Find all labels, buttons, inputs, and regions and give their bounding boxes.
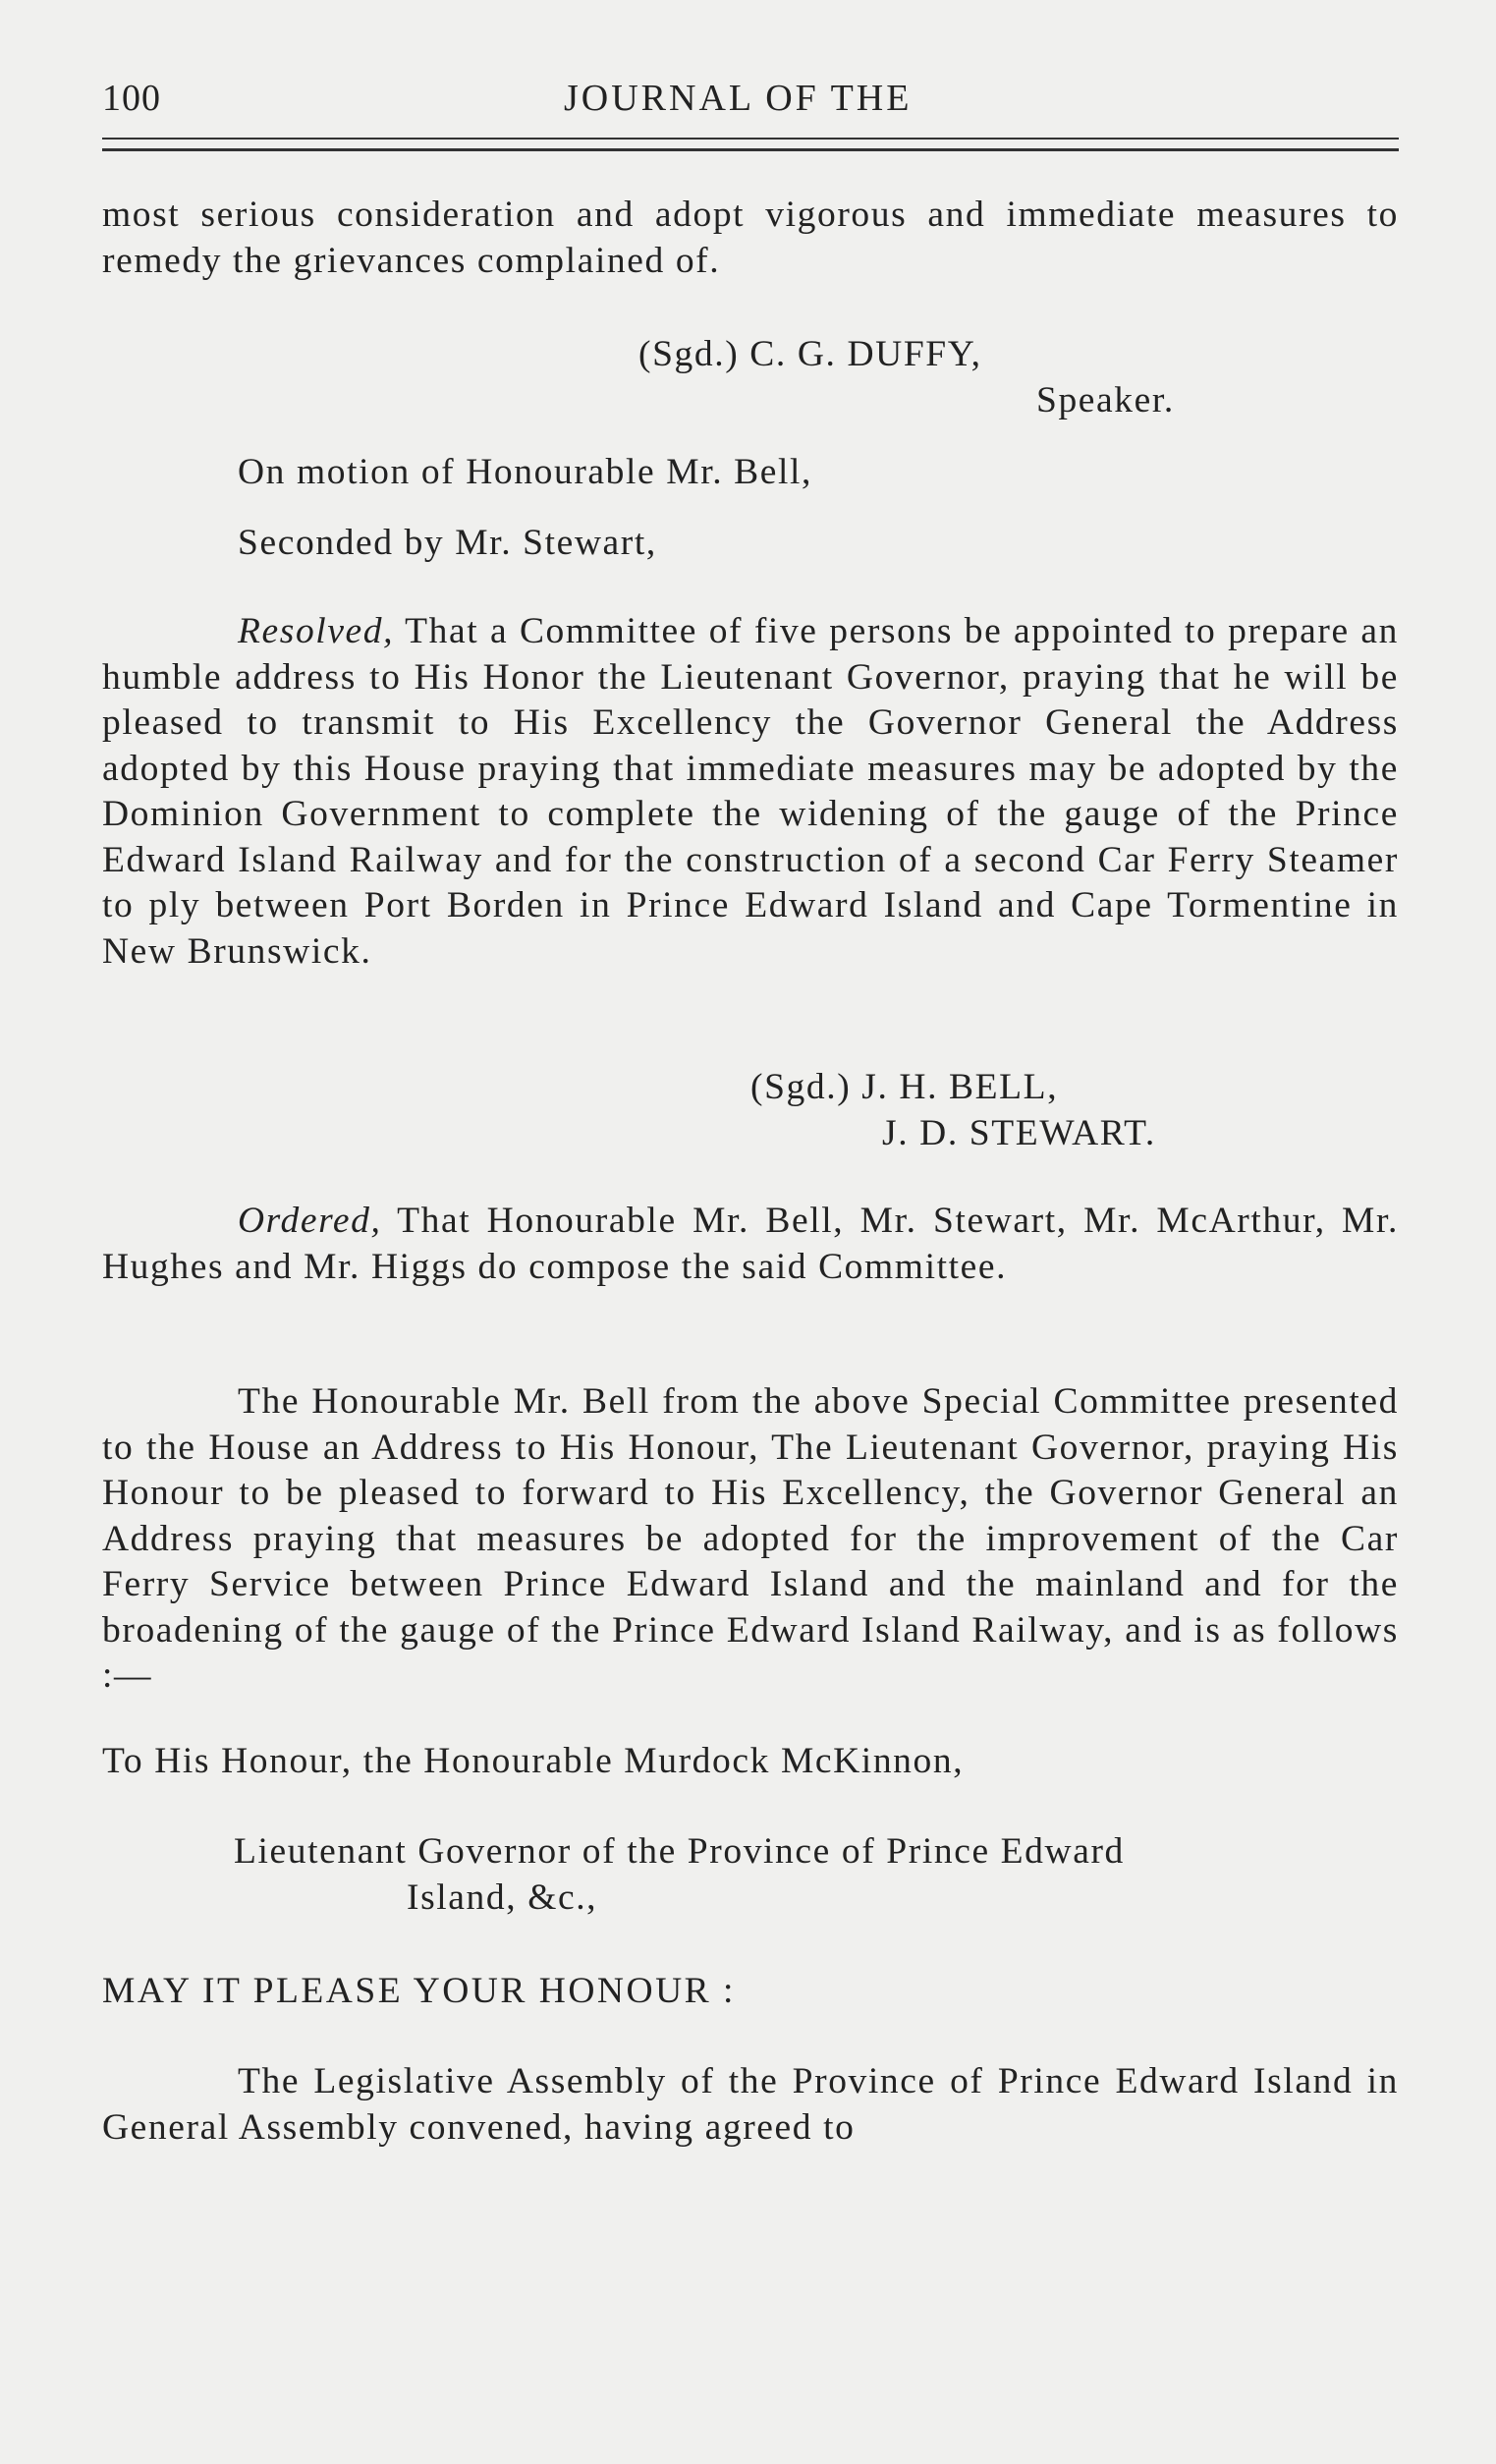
address-title-line: Island, &c., (407, 1876, 598, 1918)
duffy-signature (102, 332, 1399, 423)
paragraph-text: The Legislative Assembly of the Province of Prince Edward Island in General Assembly convened, having agreed to (102, 2061, 1399, 2148)
running-head: JOURNAL OF THE (564, 78, 913, 119)
continued-paragraph (102, 193, 1399, 284)
address-title-line: Lieutenant Governor of the Province of Prince Edward (234, 1831, 1125, 1872)
ordered-label: Ordered, (238, 1201, 382, 1241)
signature-stewart: J. D. STEWART. (882, 1112, 1156, 1153)
final-paragraph (102, 2059, 1399, 2151)
seconded-text: Seconded by Mr. Stewart, (238, 523, 657, 563)
motion-text: On motion of Honourable Mr. Bell, (238, 452, 813, 492)
bell-committee-paragraph (102, 1379, 1399, 1700)
ordered-text (102, 1199, 1399, 1290)
address-to-line (102, 1739, 1399, 1785)
salutation: MAY IT PLEASE YOUR HONOUR : (102, 1971, 736, 2011)
motion-line (102, 450, 1399, 496)
page-number: 100 (102, 78, 161, 119)
page-header (102, 77, 1399, 126)
paragraph-text: The Honourable Mr. Bell from the above Special Committee presented to the House an Address to His Honour, The Lieutenant Governor, praying His Honour to be pleased to forward to His Excellency, the Governor General an Address praying that measures be adopted for the improvement of the Car Ferry Service between Prince Edward Island and the mainland and for the broadening of the gauge of the Prince Edward Island Railway, and is as follows :— (102, 1381, 1399, 1696)
ordered-body: That Honourable Mr. Bell, Mr. Stewart, Mr. McArthur, Mr. Hughes and Mr. Higgs do compose the said Committee. (102, 1201, 1399, 1287)
signature-title: Speaker. (1036, 379, 1175, 420)
resolved-text (102, 609, 1399, 975)
bell-stewart-signature (102, 1065, 1399, 1156)
signature-bell: (Sgd.) J. H. BELL, (750, 1067, 1059, 1107)
resolved-body: That a Committee of five persons be appointed to prepare an humble address to His Honor the Lieutenant Governor, praying that he will be pleased to transmit to His Excellency the Governor General the Address adopted by this House praying that immediate measures may be adopted by the Dominion Government to complete the widening of the gauge of the Prince Edward Island Railway and for the construction of a second Car Ferry Steamer to ply between Port Borden in Prince Edward Island and Cape Tormentine in New Brunswick. (102, 611, 1399, 972)
seconded-line (102, 521, 1399, 567)
resolved-label: Resolved, (238, 611, 395, 651)
address-to: To His Honour, the Honourable Murdock McKinnon, (102, 1741, 965, 1781)
salutation-line (102, 1969, 1399, 2015)
header-rule-thick (102, 148, 1399, 151)
ordered-paragraph (102, 1199, 1399, 1290)
paragraph-text: most serious consideration and adopt vigorous and immediate measures to remedy the grievances complained of. (102, 195, 1399, 281)
header-rule-thin (102, 138, 1399, 140)
address-title (102, 1829, 1399, 1921)
signature-name: (Sgd.) C. G. DUFFY, (638, 334, 982, 374)
resolved-paragraph (102, 609, 1399, 975)
